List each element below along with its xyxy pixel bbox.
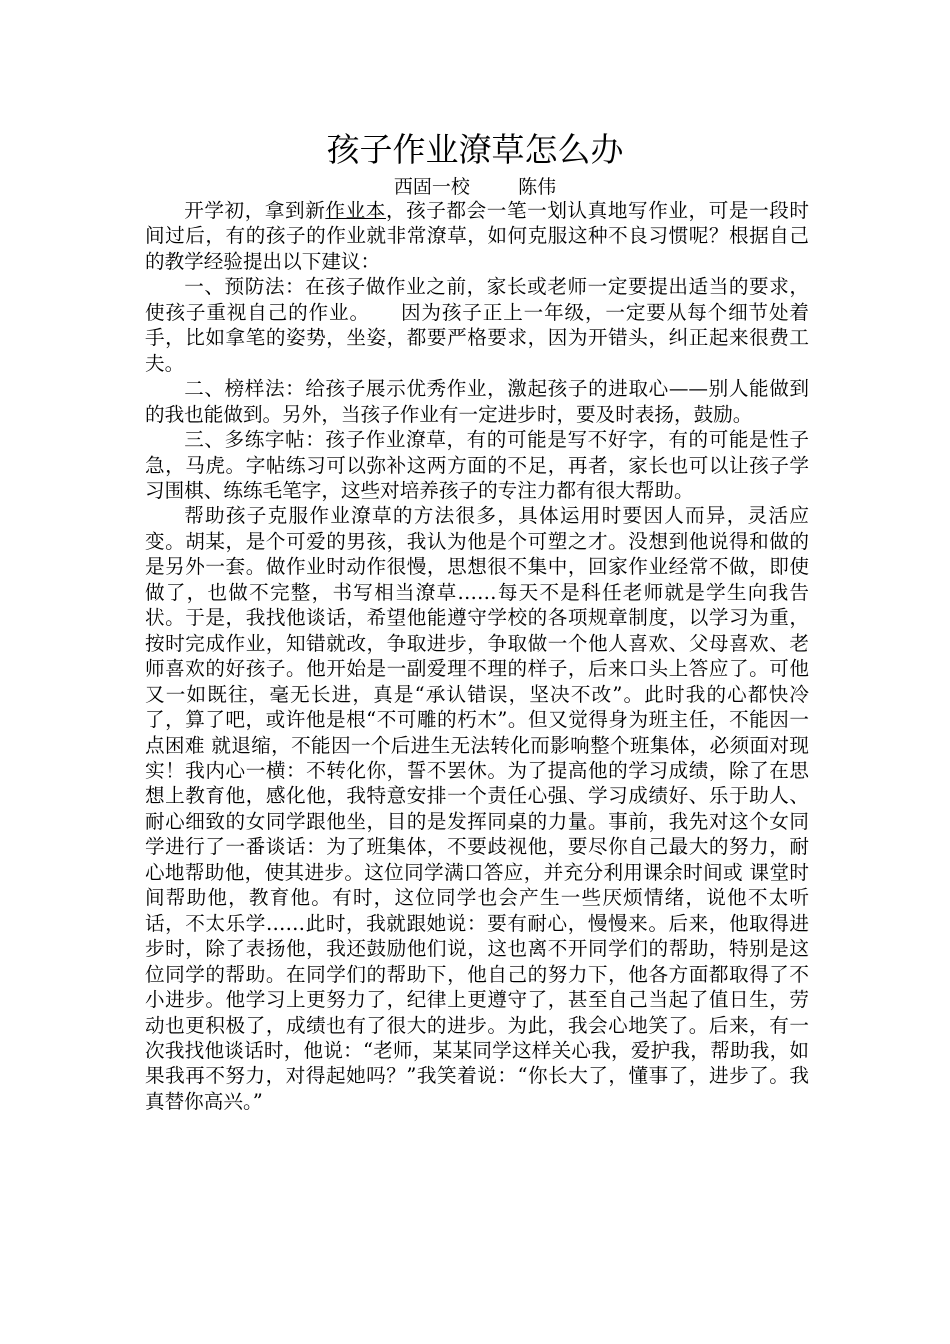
document-body	[145, 198, 809, 1114]
paragraph-role-model: 二、榜样法：给孩子展示优秀作业，激起孩子的进取心——别人能做到的我也能做到。另外，当孩子作业有一定进步时，要及时表扬，鼓励。	[145, 377, 809, 426]
paragraph-intro	[145, 198, 809, 274]
paragraph-copybook: 三、多练字帖：孩子作业潦草，有的可能是写不好字，有的可能是性子急，马虎。字帖练习可以弥补这两方面的不足，再者，家长也可以让孩子学习围棋、练练毛笔字，这些对培养孩子的专注力都有很大帮助。	[145, 428, 809, 502]
paragraph-case-study: 帮助孩子克服作业潦草的方法很多，具体运用时要因人而异，灵活应变。胡某，是个可爱的男孩，我认为他是个可塑之才。没想到他说得和做的是另外一套。做作业时动作很慢，思想很不集中，回家作业经常不做，即使做了，也做不完整，书写相当潦草……每天不是科任老师就是学生向我告状。于是，我找他谈话，希望他能遵守学校的各项规章制度，以学习为重，按时完成作业，知错就改，争取进步，争取做一个他人喜欢、父母喜欢、老师喜欢的好孩子。他开始是一副爱理不理的样子，后来口头上答应了。可他又一如既往，毫无长进，真是“承认错误，坚决不改”。此时我的心都快冷了，算了吧，或许他是根“不可雕的朽木”。但又觉得身为班主任，不能因一点困难 就退缩，不能因一个后进生无法转化而影响整个班集体，必须面对现实！我内心一横：不转化你，誓不罢休。为了提高他的学习成绩，除了在思想上教育他，感化他，我特意安排一个责任心强、学习成绩好、乐于助人、耐心细致的女同学跟他坐，目的是发挥同桌的力量。事前，我先对这个女同学进行了一番谈话：为了班集体，不要歧视他，要尽你自己最大的努力，耐心地帮助他，使其进步。这位同学满口答应，并充分利用课余时间或 课堂时间帮助他，教育他。有时，这位同学也会产生一些厌烦情绪，说他不太听话，不太乐学……此时，我就跟她说：要有耐心，慢慢来。后来，他取得进步时，除了表扬他，我还鼓励他们说，这也离不开同学们的帮助，特别是这位同学的帮助。在同学们的帮助下，他自己的努力下，他各方面都取得了不小进步。他学习上更努力了，纪律上更遵守了，甚至自己当起了值日生，劳动也更积极了，成绩也有了很大的进步。为此，我会心地笑了。后来，有一次我找他谈话时，他说：“老师，某某同学这样关心我，爱护我，帮助我，如果我再不努力，对得起她吗？”我笑着说：“你长大了，懂事了，进步了。我真替你高兴。”	[145, 504, 809, 1113]
paragraph-intro-after: ，孩子都会一笔一划认真地写作业，可是一段时间过后，有的孩子的作业就非常潦草，如何克服这种不良习惯呢？根据自己的教学经验提出以下建议：	[145, 199, 810, 273]
author-byline: 西固一校 陈伟	[393, 176, 557, 198]
document-title: 孩子作业潦草怎么办	[326, 130, 624, 169]
underlined-term: 作业本	[325, 199, 386, 222]
paragraph-intro-before: 开学初，拿到新	[184, 199, 326, 222]
paragraph-prevention: 一、预防法：在孩子做作业之前，家长或老师一定要提出适当的要求，使孩子重视自己的作业。 因为孩子正上一年级，一定要从每个细节处着手，比如拿笔的姿势，坐姿，都要严格要求，因为开错头，纠正起来很费工夫。	[145, 275, 809, 375]
